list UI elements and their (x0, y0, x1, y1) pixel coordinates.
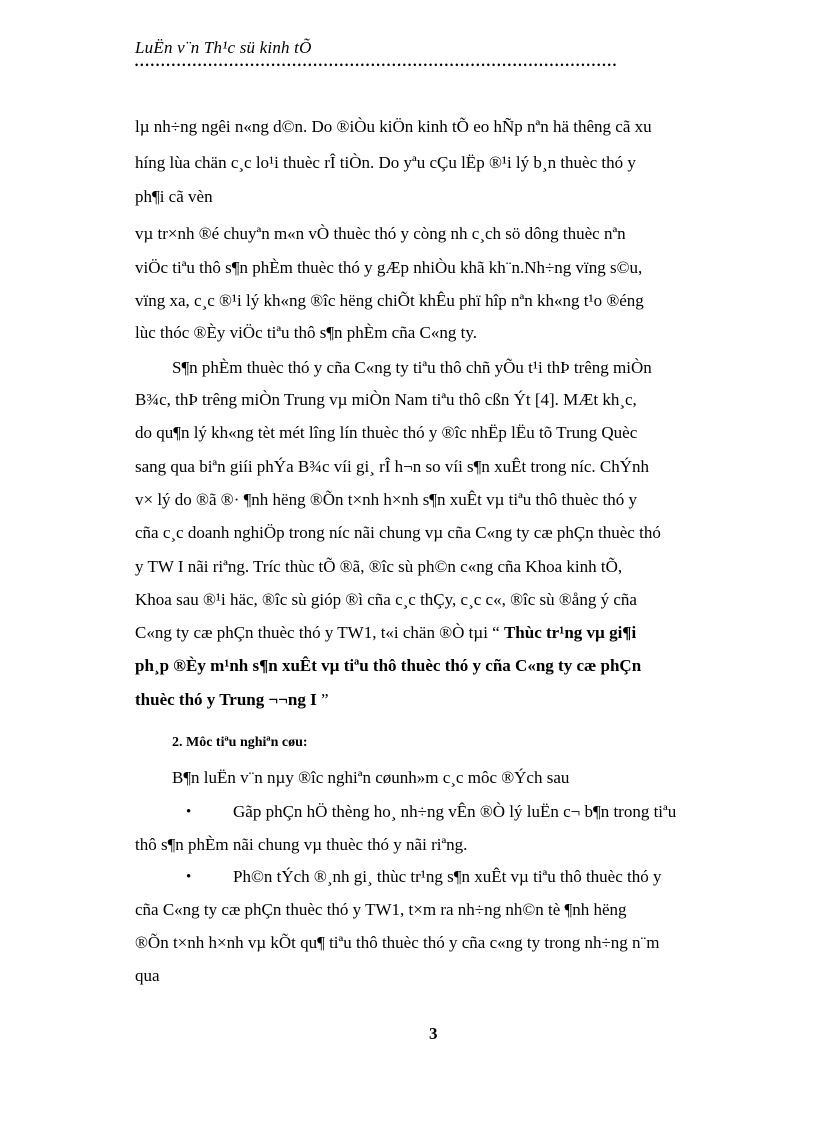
text-line (135, 623, 636, 643)
text-line: ph¶i cã vèn (135, 187, 213, 206)
bullet-text-line: thô s¶n phÈm nãi chung vµ thuèc thó y nãi riªng. (135, 835, 468, 854)
thesis-title-end: thuèc thó y Trung ¬¬ng I (135, 690, 317, 709)
text-line: v× lý do ®ã ®· ¶nh hëng ®Õn t×nh h×nh s¶n xuÊt vµ tiªu thô thuèc thó y (135, 490, 638, 509)
bullet-text-line: ®Õn t×nh h×nh vµ kÕt qu¶ tiªu thô thuèc thó y cña c«ng ty trong nh÷ng n¨m (135, 933, 660, 952)
text-line: cña c¸c doanh nghiÖp trong níc nãi chung vµ cña C«ng ty cæ phÇn thuèc thó (135, 523, 661, 542)
text-line (135, 690, 329, 710)
text-line: sang qua biªn giíi phÝa B¾c víi gi¸ rÎ h¬n so víi s¶n xuÊt trong níc. ChÝnh (135, 457, 649, 476)
bullet-icon: • (186, 804, 192, 820)
text-line: do qu¶n lý kh«ng tèt mét lîng lín thuèc thó y ®îc nhËp lËu tõ Trung Quèc (135, 423, 638, 442)
bullet-text-line: Gãp phÇn hÖ thèng ho¸ nh÷ng vÊn ®Ò lý luËn c¬ b¶n trong tiªu (233, 802, 677, 821)
thesis-title-start: Thùc tr¹ng vµ gi¶i (503, 623, 637, 642)
text-line: B¾c, thÞ trêng miÒn Trung vµ miÒn Nam tiªu thô cßn Ýt [4]. MÆt kh¸c, (135, 390, 637, 409)
text-line-start: C«ng ty cæ phÇn thuèc thó y TW1, t«i chän ®Ò tµi “ (135, 623, 500, 642)
section-intro: B¶n luËn v¨n nµy ®îc nghiªn cøunh»m c¸c môc ®Ých sau (172, 768, 570, 787)
text-line: S¶n phÈm thuèc thó y cña C«ng ty tiªu thô chñ yÕu t¹i thÞ trêng miÒn (172, 358, 652, 377)
thesis-title-line: ph¸p ®Èy m¹nh s¶n xuÊt vµ tiªu thô thuèc thó y cña C«ng ty cæ phÇn (135, 656, 642, 675)
text-line: lµ nh÷ng ngêi n«ng d©n. Do ®iÒu kiÖn kinh tÕ eo hÑp nªn hä thêng cã xu (135, 117, 652, 136)
bullet-text-line: Ph©n tÝch ®¸nh gi¸ thùc tr¹ng s¶n xuÊt vµ tiªu thô thuèc thó y (233, 867, 662, 886)
section-heading: 2. Môc tiªu nghiªn cøu: (172, 735, 308, 750)
text-line: Khoa sau ®¹i häc, ®îc sù gióp ®ì cña c¸c thÇy, c¸c c«, ®îc sù ®ång ý cña (135, 590, 637, 609)
text-line: vµ tr×nh ®é chuyªn m«n vÒ thuèc thó y còng nh c¸ch sö dông thuèc nªn (135, 224, 626, 243)
text-line: híng lùa chän c¸c lo¹i thuèc rÎ tiÒn. Do yªu cÇu lËp ®¹i lý b¸n thuèc thó y (135, 153, 636, 172)
header-dotted-rule: •••••••••••••••••••••••••••••••••••••••••••••••••••••••••••••••••••••••••••••••••••••••••••• (135, 62, 619, 68)
closing-quote: ” (320, 690, 329, 709)
bullet-text-line: cña C«ng ty cæ phÇn thuèc thó y TW1, t×m ra nh÷ng nh©n tè ¶nh hëng (135, 900, 627, 919)
text-line: viÖc tiªu thô s¶n phÈm thuèc thó y gÆp nhiÒu khã kh¨n.Nh÷ng vïng s©u, (135, 258, 643, 277)
text-line: y TW I nãi riªng. Tríc thùc tÕ ®ã, ®îc sù ph©n c«ng cña Khoa kinh tÕ, (135, 557, 623, 576)
page-number: 3 (429, 1024, 438, 1043)
running-header: LuËn v¨n Th¹c sü kinh tÕ (135, 38, 312, 57)
text-line: lùc thóc ®Èy viÖc tiªu thô s¶n phÈm cña C«ng ty. (135, 323, 477, 342)
text-line: vïng xa, c¸c ®¹i lý kh«ng ®îc hëng chiÕt khÊu phï hîp nªn kh«ng t¹o ®éng (135, 291, 644, 310)
bullet-text-line: qua (135, 966, 160, 985)
bullet-icon: • (186, 869, 192, 885)
